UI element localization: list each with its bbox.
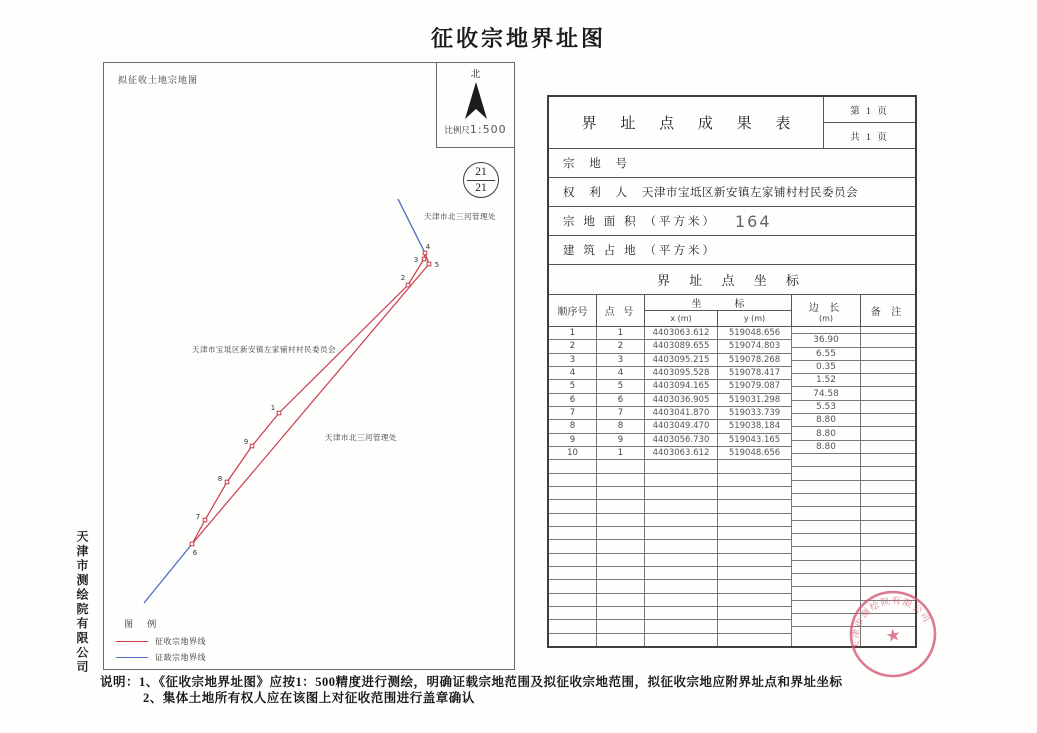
cell-point: 4 <box>597 367 645 379</box>
boundary-point-marker <box>225 480 229 484</box>
cell-seq <box>549 527 597 539</box>
north-arrow-box <box>436 63 514 148</box>
edge-length-cell <box>792 587 860 600</box>
cell-x: 4403041.870 <box>645 407 718 419</box>
cell-point <box>597 500 645 512</box>
col-xy-labels <box>645 311 791 326</box>
remark-cell <box>861 334 915 347</box>
cell-y <box>718 567 792 579</box>
cell-point <box>597 567 645 579</box>
remark-cell <box>861 401 915 414</box>
cell-seq: 7 <box>549 407 597 419</box>
north-arrow-icon <box>459 81 493 121</box>
note-line: 说明：1、《征收宗地界址图》应按1：500精度进行测绘，明确证载宗地范围及拟征收宗地范围，拟征收宗地应附界址点和界址坐标 <box>100 675 843 689</box>
total-pages: 共 1 页 <box>850 132 889 143</box>
sheet-number-bottom: 21 <box>467 180 495 196</box>
field-label: 权 利 人 <box>563 187 630 199</box>
remark-cell <box>861 587 915 600</box>
acquisition-boundary-line <box>192 253 429 544</box>
cell-x <box>645 554 718 566</box>
registered-boundary-line <box>398 199 425 253</box>
cell-point: 1 <box>597 327 645 339</box>
cell-x: 4403063.612 <box>645 327 718 339</box>
cell-point: 8 <box>597 420 645 432</box>
edge-length-cell: 1.52 <box>792 374 860 387</box>
table-row <box>549 434 792 447</box>
cell-x: 4403036.905 <box>645 394 718 406</box>
edge-length-cell: 36.90 <box>792 334 860 347</box>
cell-x <box>645 514 718 526</box>
cell-x <box>645 594 718 606</box>
table-row <box>549 634 792 646</box>
cell-seq: 5 <box>549 380 597 392</box>
cell-y <box>718 474 792 486</box>
table-row <box>549 527 792 540</box>
cell-x: 4403049.470 <box>645 420 718 432</box>
cell-y <box>718 527 792 539</box>
field-value: 164 <box>735 211 772 231</box>
boundary-point-marker <box>427 262 431 266</box>
legend-item-acquisition <box>116 636 206 647</box>
north-label: 北 <box>470 70 481 80</box>
table-row <box>549 580 792 593</box>
page-number: 第 1 页 <box>824 97 915 123</box>
footnotes <box>100 674 843 706</box>
table-header <box>549 97 915 149</box>
cell-point <box>597 634 645 646</box>
remark-cell <box>861 547 915 560</box>
cell-x: 4403095.215 <box>645 354 718 366</box>
edge-length-cell <box>792 481 860 494</box>
cell-y <box>718 487 792 499</box>
blue-line-swatch <box>116 657 148 658</box>
boundary-point-marker <box>422 257 426 261</box>
cell-x <box>645 607 718 619</box>
table-row <box>549 594 792 607</box>
cell-point <box>597 580 645 592</box>
owner-label: 天津市宝坻区新安镇左家铺村村民委员会 <box>192 345 336 354</box>
boundary-point-marker <box>423 251 427 255</box>
note-line: 2、集体土地所有权人应在该图上对征收范围进行盖章确认 <box>143 691 475 705</box>
parcel-map-panel <box>103 62 515 670</box>
cell-y: 519031.298 <box>718 394 792 406</box>
cell-point <box>597 620 645 632</box>
remark-cell <box>861 414 915 427</box>
field-building-footprint <box>549 236 915 265</box>
col-y: y (m) <box>743 314 766 323</box>
cell-seq: 10 <box>549 447 597 459</box>
col-edge-length <box>792 295 861 326</box>
edge-length-cell <box>792 627 860 639</box>
cell-y <box>718 514 792 526</box>
table-row <box>549 447 792 460</box>
scale-prefix: 比例尺 <box>444 125 470 135</box>
cell-point: 2 <box>597 340 645 352</box>
cell-point: 1 <box>597 447 645 459</box>
cell-point <box>597 594 645 606</box>
seal-star-icon: ★ <box>884 624 903 647</box>
col-remark: 备 注 <box>870 307 906 318</box>
cell-y: 519078.417 <box>718 367 792 379</box>
cell-point: 5 <box>597 380 645 392</box>
remark-cell <box>861 601 915 614</box>
remark-cell <box>861 374 915 387</box>
cell-point: 6 <box>597 394 645 406</box>
cell-y: 519038.184 <box>718 420 792 432</box>
col-coordinates <box>645 295 792 326</box>
cell-y: 519078.268 <box>718 354 792 366</box>
boundary-point-marker <box>190 542 194 546</box>
remark-column <box>861 327 915 646</box>
cell-seq: 4 <box>549 367 597 379</box>
cell-seq <box>549 594 597 606</box>
map-corner-label: 拟征收土地宗地图 <box>118 75 199 85</box>
cell-seq <box>549 607 597 619</box>
scale-value: 1:500 <box>469 123 507 136</box>
remark-cell <box>861 441 915 454</box>
col-edge-label: 边 长 <box>808 302 844 314</box>
cell-seq: 1 <box>549 327 597 339</box>
cell-seq: 8 <box>549 420 597 432</box>
table-row <box>549 540 792 553</box>
cell-y: 519074.803 <box>718 340 792 352</box>
edge-length-cell <box>792 601 860 614</box>
edge-length-cell <box>792 534 860 547</box>
sheet-number-top: 21 <box>475 165 487 178</box>
table-row <box>549 567 792 580</box>
edge-length-cell <box>792 507 860 520</box>
registered-boundary-line <box>144 544 192 603</box>
cell-y: 519048.656 <box>718 327 792 339</box>
cell-x: 4403056.730 <box>645 434 718 446</box>
cell-x <box>645 527 718 539</box>
boundary-point-label: 7 <box>195 513 201 521</box>
remark-cell <box>861 507 915 520</box>
boundary-point-marker <box>250 444 254 448</box>
boundary-point-results-table <box>547 95 917 648</box>
remark-cell <box>861 348 915 361</box>
table-row <box>549 607 792 620</box>
edge-length-cell <box>792 521 860 534</box>
col-coord-char: 坐 <box>691 299 702 310</box>
remark-cell <box>861 454 915 467</box>
boundary-point-marker <box>406 283 410 287</box>
cell-y: 519043.165 <box>718 434 792 446</box>
remark-cell <box>861 481 915 494</box>
table-row <box>549 514 792 527</box>
field-parcel-area <box>549 207 915 236</box>
scale-label <box>444 123 506 136</box>
boundary-point-marker <box>203 518 207 522</box>
edge-length-cell: 74.58 <box>792 387 860 400</box>
cell-x: 4403089.655 <box>645 340 718 352</box>
boundary-point-label: 5 <box>434 261 440 269</box>
table-row <box>549 620 792 633</box>
legend-title: 图 例 <box>124 619 163 629</box>
table-row <box>549 460 792 473</box>
cell-y <box>718 620 792 632</box>
cell-y <box>718 540 792 552</box>
cell-seq: 2 <box>549 340 597 352</box>
table-row <box>549 340 792 353</box>
col-seq: 顺序号 <box>549 295 597 326</box>
cell-seq <box>549 460 597 472</box>
table-row <box>549 487 792 500</box>
table-row <box>549 407 792 420</box>
boundary-point-label: 1 <box>270 404 276 412</box>
adjacent-owner-label: 天津市北三河管理处 <box>325 433 397 442</box>
col-point: 点 号 <box>597 295 645 326</box>
cell-seq <box>549 540 597 552</box>
remark-cell <box>861 427 915 440</box>
cell-seq <box>549 634 597 646</box>
table-row <box>549 327 792 340</box>
edge-length-cell: 8.80 <box>792 414 860 427</box>
document-title: 征收宗地界址图 <box>430 26 606 51</box>
field-parcel-number <box>549 149 915 178</box>
cell-y: 519048.656 <box>718 447 792 459</box>
cell-point: 9 <box>597 434 645 446</box>
edge-length-cell <box>792 467 860 480</box>
cell-y <box>718 460 792 472</box>
cell-point: 7 <box>597 407 645 419</box>
legend-label: 证载宗地界线 <box>155 653 206 662</box>
cell-seq <box>549 474 597 486</box>
boundary-point-label: 3 <box>413 256 419 264</box>
edge-length-cell <box>792 574 860 587</box>
cell-seq: 9 <box>549 434 597 446</box>
field-label: 宗 地 号 <box>563 158 630 170</box>
cell-x <box>645 474 718 486</box>
cell-x <box>645 540 718 552</box>
remark-cell <box>861 574 915 587</box>
cell-y: 519079.087 <box>718 380 792 392</box>
boundary-point-label: 4 <box>425 243 431 251</box>
table-row <box>549 420 792 433</box>
remark-cell <box>861 534 915 547</box>
boundary-point-label: 2 <box>400 274 406 282</box>
field-value: 天津市宝坻区新安镇左家铺村村民委员会 <box>642 187 858 199</box>
cell-y <box>718 580 792 592</box>
edge-length-cell: 0.35 <box>792 361 860 374</box>
remark-cell <box>861 361 915 374</box>
cell-y <box>718 607 792 619</box>
coordinates-section-title: 界 址 点 坐 标 <box>549 265 915 295</box>
cell-point <box>597 474 645 486</box>
col-coord-char: 标 <box>734 299 745 310</box>
col-coordinates-label <box>645 295 791 311</box>
field-label: 建 筑 占 地 （平方米） <box>563 245 717 257</box>
cell-seq <box>549 580 597 592</box>
surveying-company-name: 天津市测绘院有限公司 <box>75 530 89 675</box>
cell-point <box>597 540 645 552</box>
cell-seq <box>549 487 597 499</box>
coords-main-grid <box>549 327 792 646</box>
cell-x <box>645 487 718 499</box>
edge-length-cell <box>792 561 860 574</box>
cell-x <box>645 500 718 512</box>
edge-length-cell <box>792 454 860 467</box>
remark-cell <box>861 561 915 574</box>
cell-seq <box>549 567 597 579</box>
map-legend <box>116 617 206 663</box>
sheet-number-badge <box>463 162 499 198</box>
edge-length-cell: 5.53 <box>792 401 860 414</box>
edge-length-cell: 6.55 <box>792 348 860 361</box>
edge-length-cell <box>792 494 860 507</box>
edge-length-cell <box>792 614 860 627</box>
field-label: 宗 地 面 积 （平方米） <box>563 216 717 228</box>
cell-point <box>597 487 645 499</box>
table-row <box>549 554 792 567</box>
col-edge-unit: (m) <box>818 313 834 323</box>
cell-x <box>645 580 718 592</box>
boundary-point-marker <box>277 411 281 415</box>
boundary-point-label: 9 <box>243 438 249 446</box>
table-row <box>549 354 792 367</box>
red-line-swatch <box>116 641 148 642</box>
cell-x <box>645 634 718 646</box>
field-rights-holder <box>549 178 915 207</box>
page-number-box <box>823 97 915 148</box>
cell-point <box>597 460 645 472</box>
edge-length-cell <box>792 547 860 560</box>
table-row <box>549 394 792 407</box>
cell-y <box>718 634 792 646</box>
remark-cell <box>861 521 915 534</box>
legend-item-registered <box>116 652 206 663</box>
cell-x: 4403063.612 <box>645 447 718 459</box>
boundary-point-label: 8 <box>217 475 223 483</box>
cell-x <box>645 620 718 632</box>
edge-length-column <box>792 327 861 646</box>
coordinates-column-header <box>549 295 915 327</box>
cell-point <box>597 527 645 539</box>
remark-cell <box>861 614 915 627</box>
remark-cell <box>861 494 915 507</box>
table-row <box>549 367 792 380</box>
cell-y <box>718 500 792 512</box>
stagger-spacer <box>861 640 915 646</box>
cell-x <box>645 567 718 579</box>
remark-cell <box>861 387 915 400</box>
boundary-point-label: 6 <box>192 549 198 557</box>
cell-y <box>718 594 792 606</box>
cell-y: 519033.739 <box>718 407 792 419</box>
cell-seq <box>549 554 597 566</box>
seal-arc-text: 天津市测绘院有限公司 <box>850 595 933 651</box>
legend-label: 征收宗地界线 <box>155 637 206 646</box>
cell-seq: 3 <box>549 354 597 366</box>
table-row <box>549 474 792 487</box>
parcel-boundary-drawing <box>104 63 516 671</box>
cell-point <box>597 607 645 619</box>
table-title: 界 址 点 成 果 表 <box>581 116 801 132</box>
cell-point <box>597 514 645 526</box>
table-row <box>549 380 792 393</box>
table-row <box>549 500 792 513</box>
remark-cell <box>861 467 915 480</box>
edge-length-cell: 8.80 <box>792 427 860 440</box>
cell-point: 3 <box>597 354 645 366</box>
adjacent-owner-label: 天津市北三河管理处 <box>424 212 496 221</box>
cell-y <box>718 554 792 566</box>
remark-cell <box>861 627 915 639</box>
edge-length-cell: 8.80 <box>792 441 860 454</box>
cell-point <box>597 554 645 566</box>
cell-x <box>645 460 718 472</box>
stagger-spacer <box>792 640 860 646</box>
cell-seq <box>549 514 597 526</box>
cell-seq: 6 <box>549 394 597 406</box>
cell-x: 4403095.528 <box>645 367 718 379</box>
coordinates-data-area <box>549 327 915 646</box>
stagger-spacer <box>792 327 860 334</box>
cell-x: 4403094.165 <box>645 380 718 392</box>
cell-seq <box>549 620 597 632</box>
stagger-spacer <box>861 327 915 334</box>
cell-seq <box>549 500 597 512</box>
col-x: x (m) <box>645 311 718 326</box>
